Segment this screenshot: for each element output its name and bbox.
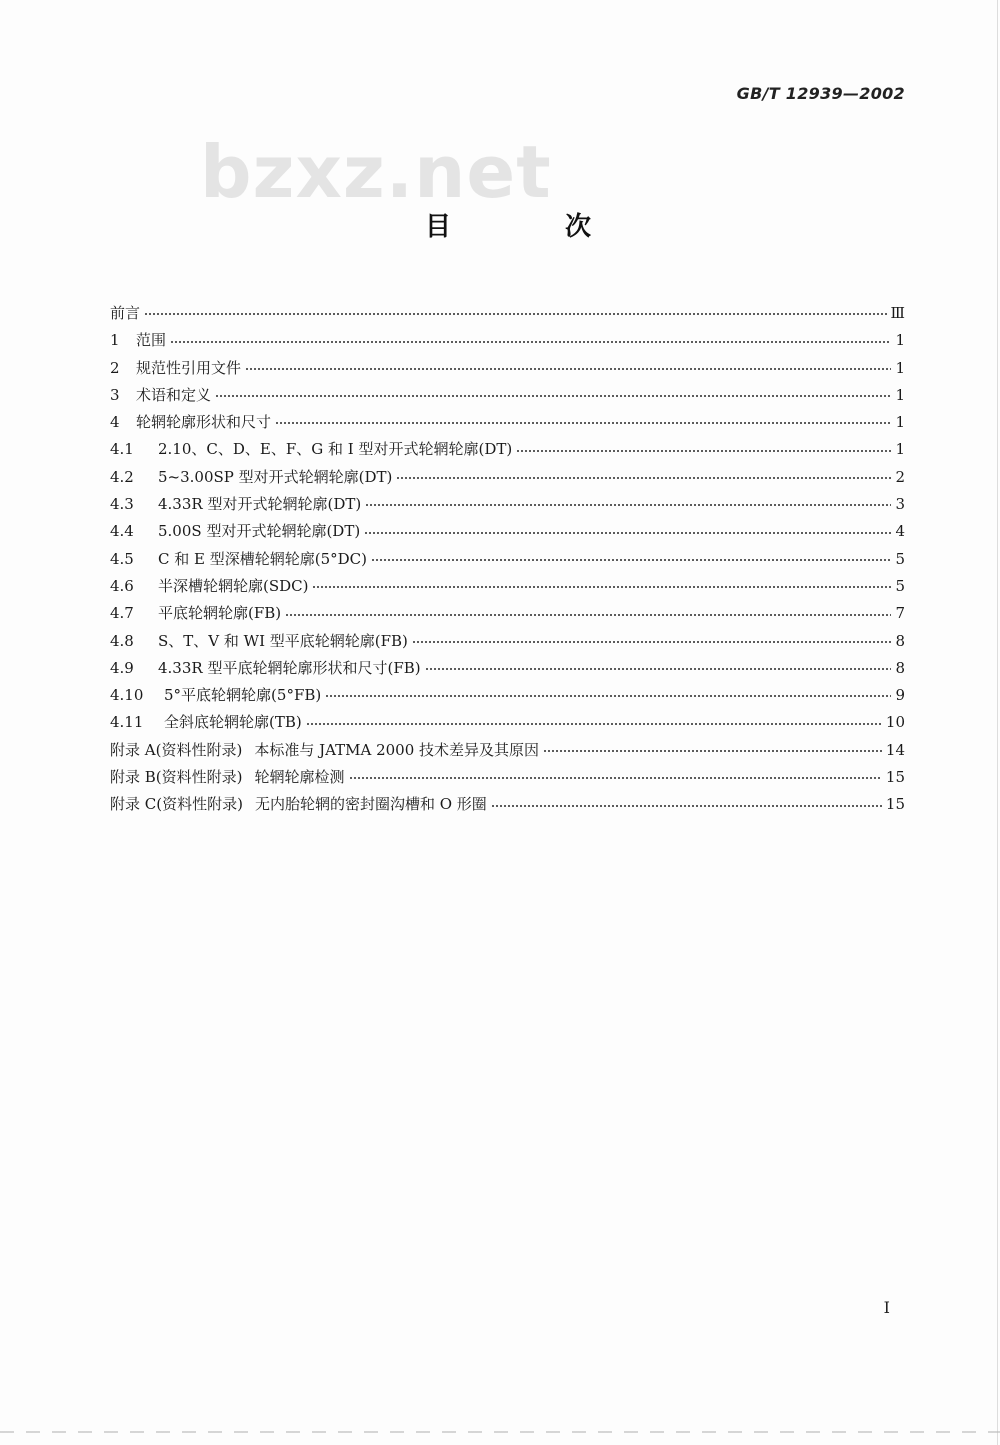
toc-leader-dots bbox=[491, 805, 882, 807]
page-number: I bbox=[883, 1298, 890, 1317]
toc-entry[interactable] bbox=[110, 546, 905, 573]
table-of-contents bbox=[110, 300, 905, 819]
toc-entry-page: 8 bbox=[895, 631, 905, 650]
toc-leader-dots bbox=[325, 695, 891, 697]
toc-entry-number: 4.6 bbox=[110, 576, 134, 595]
toc-entry[interactable] bbox=[110, 628, 905, 655]
toc-entry-title: 术语和定义 bbox=[136, 385, 212, 404]
toc-entry-number: 4.11 bbox=[110, 713, 144, 732]
toc-entry-title: C 和 E 型深槽轮辋轮廓(5°DC) bbox=[158, 549, 367, 568]
toc-entry-title: 2.10、C、D、E、F、G 和 I 型对开式轮辋轮廓(DT) bbox=[158, 440, 513, 459]
toc-entry-title: 规范性引用文件 bbox=[136, 358, 242, 377]
toc-entry-title: 平底轮辋轮廓(FB) bbox=[158, 604, 282, 623]
toc-entry-number: 4.1 bbox=[110, 440, 134, 459]
standard-code: GB/T 12939—2002 bbox=[736, 84, 905, 103]
toc-entry-page: Ⅲ bbox=[890, 304, 905, 322]
toc-leader-dots bbox=[312, 586, 891, 588]
toc-leader-dots bbox=[365, 504, 891, 506]
toc-entry-number: 4.9 bbox=[110, 658, 134, 677]
toc-entry-page: 1 bbox=[895, 385, 905, 404]
watermark: bzxz.net bbox=[200, 130, 552, 214]
toc-entry-title: 5°平底轮辋轮廓(5°FB) bbox=[164, 686, 322, 705]
toc-entry-title: 范围 bbox=[136, 331, 167, 350]
toc-entry[interactable] bbox=[110, 709, 905, 736]
toc-leader-dots bbox=[144, 313, 887, 315]
toc-entry-page: 14 bbox=[885, 740, 905, 759]
toc-entry-title: 无内胎轮辋的密封圈沟槽和 O 形圈 bbox=[254, 795, 487, 814]
toc-leader-dots bbox=[275, 422, 891, 424]
toc-entry-page: 1 bbox=[895, 440, 905, 459]
toc-entry-number: 4.4 bbox=[110, 522, 134, 541]
toc-entry-title: S、T、V 和 WI 型平底轮辋轮廓(FB) bbox=[158, 631, 408, 650]
toc-leader-dots bbox=[285, 614, 891, 616]
toc-entry-page: 1 bbox=[895, 331, 905, 350]
toc-entry-page: 8 bbox=[895, 658, 905, 677]
toc-entry-title: 本标准与 JATMA 2000 技术差异及其原因 bbox=[254, 740, 540, 759]
toc-entry[interactable] bbox=[110, 764, 905, 791]
toc-entry[interactable] bbox=[110, 737, 905, 764]
toc-entry[interactable] bbox=[110, 682, 905, 709]
toc-leader-dots bbox=[215, 395, 891, 397]
toc-entry-number: 4.10 bbox=[110, 686, 144, 705]
toc-leader-dots bbox=[396, 477, 891, 479]
toc-entry-page: 2 bbox=[895, 467, 905, 486]
toc-entry-page: 15 bbox=[885, 768, 905, 787]
scan-edge-bottom bbox=[0, 1431, 1000, 1433]
toc-entry-title: 前言 bbox=[110, 304, 141, 322]
toc-entry-page: 1 bbox=[895, 358, 905, 377]
toc-leader-dots bbox=[306, 723, 882, 725]
toc-entry-number: 4.2 bbox=[110, 467, 134, 486]
toc-entry-number: 4 bbox=[110, 413, 120, 432]
toc-entry-page: 1 bbox=[895, 413, 905, 432]
toc-entry-page: 5 bbox=[895, 549, 905, 568]
toc-leader-dots bbox=[425, 668, 891, 670]
toc-entry[interactable] bbox=[110, 382, 905, 409]
toc-entry-page: 10 bbox=[885, 713, 905, 732]
toc-entry[interactable] bbox=[110, 436, 905, 463]
toc-entry-title: 轮辋轮廓检测 bbox=[254, 768, 345, 787]
toc-entry-number: 附录 B(资料性附录) bbox=[110, 768, 243, 787]
toc-entry[interactable] bbox=[110, 491, 905, 518]
toc-entry[interactable] bbox=[110, 300, 905, 327]
toc-entry-page: 7 bbox=[895, 604, 905, 623]
toc-leader-dots bbox=[170, 341, 891, 343]
toc-entry-page: 3 bbox=[895, 495, 905, 514]
toc-entry[interactable] bbox=[110, 600, 905, 627]
toc-entry-number: 附录 A(资料性附录) bbox=[110, 740, 243, 759]
toc-entry-title: 4.33R 型平底轮辋轮廓形状和尺寸(FB) bbox=[158, 658, 421, 677]
toc-leader-dots bbox=[349, 777, 882, 779]
toc-entry-number: 4.8 bbox=[110, 631, 134, 650]
toc-entry-page: 4 bbox=[895, 522, 905, 541]
toc-entry[interactable] bbox=[110, 355, 905, 382]
toc-leader-dots bbox=[364, 532, 891, 534]
toc-entry[interactable] bbox=[110, 327, 905, 354]
toc-entry-number: 附录 C(资料性附录) bbox=[110, 795, 243, 814]
toc-entry-page: 15 bbox=[885, 795, 905, 814]
toc-leader-dots bbox=[543, 750, 882, 752]
toc-entry-number: 1 bbox=[110, 331, 120, 350]
toc-entry-title: 轮辋轮廓形状和尺寸 bbox=[136, 413, 272, 432]
toc-entry-title: 全斜底轮辋轮廓(TB) bbox=[164, 713, 302, 732]
toc-entry-page: 5 bbox=[895, 576, 905, 595]
toc-entry[interactable] bbox=[110, 518, 905, 545]
toc-entry-title: 5.00S 型对开式轮辋轮廓(DT) bbox=[158, 522, 361, 541]
toc-entry-title: 4.33R 型对开式轮辋轮廓(DT) bbox=[158, 495, 362, 514]
toc-entry-title: 5~3.00SP 型对开式轮辋轮廓(DT) bbox=[158, 467, 393, 486]
toc-entry[interactable] bbox=[110, 409, 905, 436]
toc-entry-number: 4.3 bbox=[110, 495, 134, 514]
toc-entry-number: 4.7 bbox=[110, 604, 134, 623]
toc-leader-dots bbox=[412, 641, 891, 643]
toc-entry-number: 4.5 bbox=[110, 549, 134, 568]
toc-entry-page: 9 bbox=[895, 686, 905, 705]
toc-entry[interactable] bbox=[110, 464, 905, 491]
toc-leader-dots bbox=[245, 368, 891, 370]
toc-entry-number: 3 bbox=[110, 385, 120, 404]
toc-entry[interactable] bbox=[110, 791, 905, 818]
toc-leader-dots bbox=[516, 450, 891, 452]
toc-entry[interactable] bbox=[110, 655, 905, 682]
toc-entry-title: 半深槽轮辋轮廓(SDC) bbox=[158, 576, 309, 595]
toc-entry-number: 2 bbox=[110, 358, 120, 377]
toc-leader-dots bbox=[371, 559, 891, 561]
toc-entry[interactable] bbox=[110, 573, 905, 600]
page-title: 目 次 bbox=[424, 212, 635, 242]
